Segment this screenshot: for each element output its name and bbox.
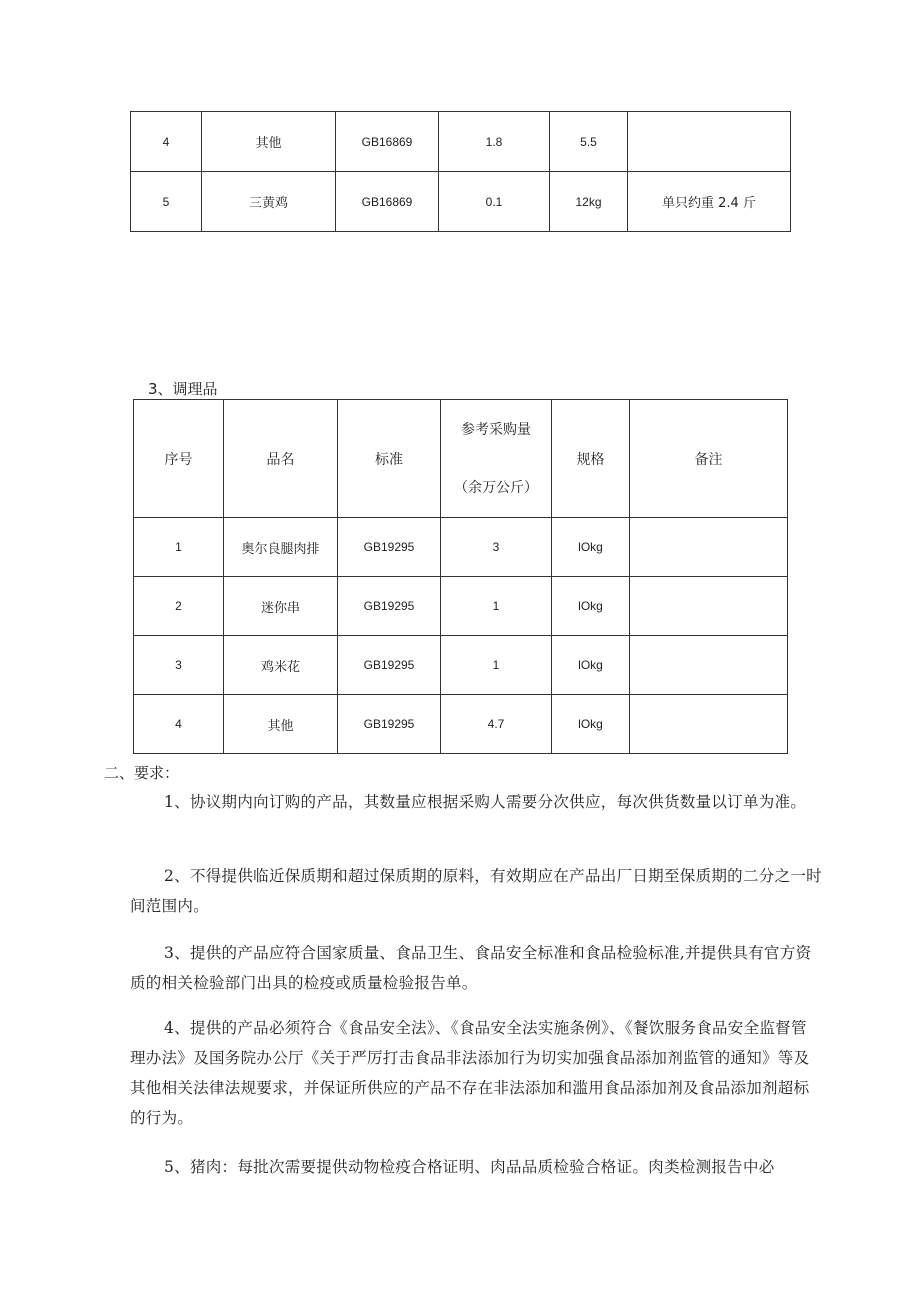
cell-remark: 单只约重 2.4 斤: [628, 172, 791, 232]
cell-product-name: 三黄鸡: [202, 172, 336, 232]
product-table-continued: [130, 111, 791, 232]
cell-index: 1: [134, 518, 224, 577]
cell-spec: lOkg: [552, 636, 630, 695]
cell-quantity: 0.1: [439, 172, 550, 232]
cell-index: 5: [131, 172, 202, 232]
cell-quantity: 3: [441, 518, 552, 577]
cell-spec: lOkg: [552, 695, 630, 754]
cell-spec: 5.5: [550, 112, 628, 172]
cell-quantity: 1: [441, 636, 552, 695]
table-header-row: [134, 400, 788, 518]
cell-remark: [630, 577, 788, 636]
cell-index: 4: [131, 112, 202, 172]
section-title: 3、调理品: [148, 380, 218, 398]
cell-index: 3: [134, 636, 224, 695]
cell-product-name: 奥尔良腿肉排: [224, 518, 338, 577]
table-row: [134, 636, 788, 695]
cell-quantity: 1.8: [439, 112, 550, 172]
header-quantity-line1: 参考采购量: [461, 421, 531, 438]
table-row: [134, 695, 788, 754]
cell-remark: [630, 636, 788, 695]
prepared-food-table: [133, 399, 788, 754]
cell-standard: GB19295: [338, 518, 441, 577]
cell-product-name: 其他: [224, 695, 338, 754]
cell-quantity: 1: [441, 577, 552, 636]
cell-spec: lOkg: [552, 577, 630, 636]
cell-index: 2: [134, 577, 224, 636]
table-row: [131, 172, 791, 232]
cell-standard: GB19295: [338, 577, 441, 636]
cell-product-name: 其他: [202, 112, 336, 172]
table-row: [134, 518, 788, 577]
cell-remark: [628, 112, 791, 172]
header-quantity: [441, 400, 552, 518]
requirement-item-2: 2、不得提供临近保质期和超过保质期的原料，有效期应在产品出厂日期至保质期的二分之一时间范围内。: [130, 867, 822, 915]
cell-quantity: 4.7: [441, 695, 552, 754]
table-row: [131, 112, 791, 172]
header-standard: 标准: [338, 400, 441, 518]
requirement-item-1: 1、协议期内向订购的产品，其数量应根据采购人需要分次供应，每次供货数量以订单为准。: [164, 793, 807, 811]
cell-product-name: 鸡米花: [224, 636, 338, 695]
cell-spec: lOkg: [552, 518, 630, 577]
requirement-item-3: 3、提供的产品应符合国家质量、食品卫生、食品安全标准和食品检验标准,并提供具有官方资质的相关检验部门出具的检疫或质量检验报告单。: [130, 944, 812, 992]
header-product-name: 品名: [224, 400, 338, 518]
requirement-item-4: 4、提供的产品必须符合《食品安全法》、《食品安全法实施条例》、《餐饮服务食品安全监督管理办法》及国务院办公厅《关于严厉打击食品非法添加行为切实加强食品添加剂监管的通知》等及其他相关法律法规要求，并保证所供应的产品不存在非法添加和滥用食品添加剂及食品添加剂超标的行为。: [130, 1019, 810, 1127]
header-index: 序号: [134, 400, 224, 518]
header-spec: 规格: [552, 400, 630, 518]
header-quantity-unit: （余万公斤）: [454, 479, 538, 496]
cell-product-name: 迷你串: [224, 577, 338, 636]
cell-spec: 12kg: [550, 172, 628, 232]
cell-remark: [630, 518, 788, 577]
cell-remark: [630, 695, 788, 754]
cell-standard: GB19295: [338, 636, 441, 695]
header-remark: 备注: [630, 400, 788, 518]
cell-standard: GB16869: [336, 172, 439, 232]
cell-standard: GB16869: [336, 112, 439, 172]
table-row: [134, 577, 788, 636]
requirement-item-5: 5、猪肉：每批次需要提供动物检疫合格证明、肉品品质检验合格证。肉类检测报告中必: [164, 1158, 775, 1176]
cell-standard: GB19295: [338, 695, 441, 754]
requirements-heading: 二、要求：: [104, 764, 180, 782]
cell-index: 4: [134, 695, 224, 754]
